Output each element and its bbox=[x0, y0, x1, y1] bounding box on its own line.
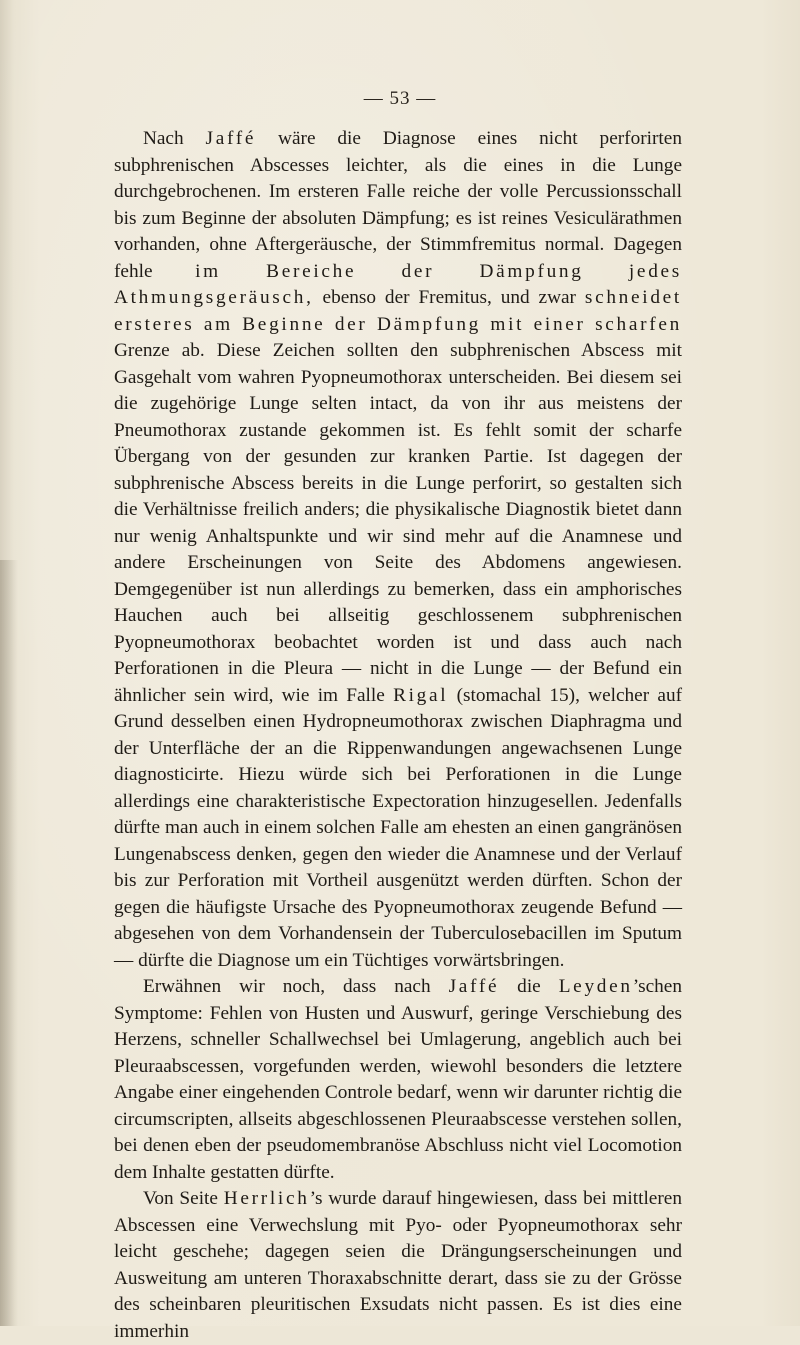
text-run: die bbox=[499, 976, 559, 997]
page-number: — 53 — bbox=[363, 88, 437, 109]
spaced-emphasis-text: Jaffé bbox=[448, 976, 500, 997]
spaced-emphasis-text: im Bereiche der Dämpfung jedes Athmungsgeräusch, bbox=[114, 260, 683, 308]
page-edge-shadow bbox=[0, 560, 18, 1326]
spaced-emphasis-text: Leyden bbox=[558, 976, 633, 997]
page-body-text bbox=[114, 126, 682, 1345]
spaced-emphasis-text: Jaffé bbox=[205, 128, 257, 149]
text-run: ebenso der Fremitus, und zwar bbox=[313, 287, 585, 308]
text-run: wäre die Diagnose eines nicht perforirten subphrenischen Abscesses leichter, als die eines in die Lunge durchgebrochenen. Im ersteren Falle reiche der volle Percussionsschall bis zum Beginne der absoluten Dämpfung; es ist reines Vesiculärathmen vorhanden, ohne Aftergeräusche, der Stimmfremitus normal. Dagegen fehle bbox=[114, 128, 682, 282]
paragraph bbox=[114, 1186, 682, 1345]
spaced-emphasis-text: Herrlich bbox=[223, 1188, 310, 1209]
text-run: Erwähnen wir noch, dass nach bbox=[142, 976, 449, 997]
text-run: Nach bbox=[142, 128, 206, 149]
text-run: ’schen Symptome: Fehlen von Husten und Auswurf, geringe Verschiebung des Herzens, schneller Schallwechsel bei Umlagerung, angeblich auch bei Pleuraabscessen, vorgefunden werden, wiewohl besonders die letztere Angabe einer eingehenden Controle bedarf, wenn wir darunter richtig die circumscripten, allseits abgeschlossenen Pleuraabscesse verstehen sollen, bei denen eben der pseudomembranöse Abschluss nicht viel Locomotion dem Inhalte gestatten dürfte. bbox=[114, 976, 682, 1183]
text-run: Von Seite bbox=[142, 1188, 224, 1209]
text-run: (stomachal 15), welcher auf Grund desselben einen Hydropneumothorax zwischen Diaphragma und der Unterfläche der an die Rippenwandungen angewachsenen Lunge diagnosticirte. Hiezu würde sich bei Perforationen in die Lunge allerdings eine charakteristische Expectoration hinzugesellen. Jedenfalls dürfte man auch in einem solchen Falle am ehesten an einen gangränösen Lungenabscess denken, gegen den wieder die Anamnese und der Verlauf bis zur Perforation mit Vortheil ausgenützt werden dürften. Schon der gegen die häufigste Ursache des Pyopneumothorax zeugende Befund — abgesehen von dem Vorhandensein der Tuberculosebacillen im Sputum — dürfte die Diagnose um ein Tüchtiges vorwärtsbringen. bbox=[114, 684, 683, 971]
paragraph bbox=[114, 974, 682, 1186]
spaced-emphasis-text: Rigal bbox=[393, 684, 449, 706]
text-run: Grenze ab. Diese Zeichen sollten den subphrenischen Abscess mit Gasgehalt vom wahren Pyopneumothorax unterscheiden. Bei diesem sei die zugehörige Lunge selten intact, da von ihr aus meistens der Pneumothorax zustande gekommen ist. Es fehlt somit der scharfe Übergang von der gesunden zur kranken Partie. Ist dagegen der subphrenische Abscess bereits in die Lunge perforirt, so gestalten sich die Verhältnisse freilich anders; die physikalische Diagnostik bietet dann nur wenig Anhaltspunkte und wir sind mehr auf die Anamnese und andere Erscheinungen von Seite des Abdomens angewiesen. Demgegenüber ist nun allerdings zu bemerken, dass ein amphorisches Hauchen auch bei allseitig geschlossenem subphrenischen Pyopneumothorax beobachtet worden ist und dass auch nach Perforationen in die Pleura — nicht in die Lunge — der Befund ein ähnlicher sein wird, wie im Falle bbox=[114, 340, 682, 706]
spaced-emphasis-text: schneidet ersteres am Beginne der Dämpfung mit einer scharfen bbox=[114, 287, 682, 335]
paragraph bbox=[114, 126, 682, 974]
text-run: ’s wurde darauf hingewiesen, dass bei mittleren Abscessen eine Verwechslung mit Pyo- oder Pyopneumothorax sehr leicht geschehe; dagegen seien die Drängungserscheinungen und Ausweitung am unteren Thoraxabschnitte derart, dass sie zu der Grösse des scheinbaren pleuritischen Exsudats nicht passen. Es ist dies eine immerhin bbox=[114, 1188, 682, 1342]
